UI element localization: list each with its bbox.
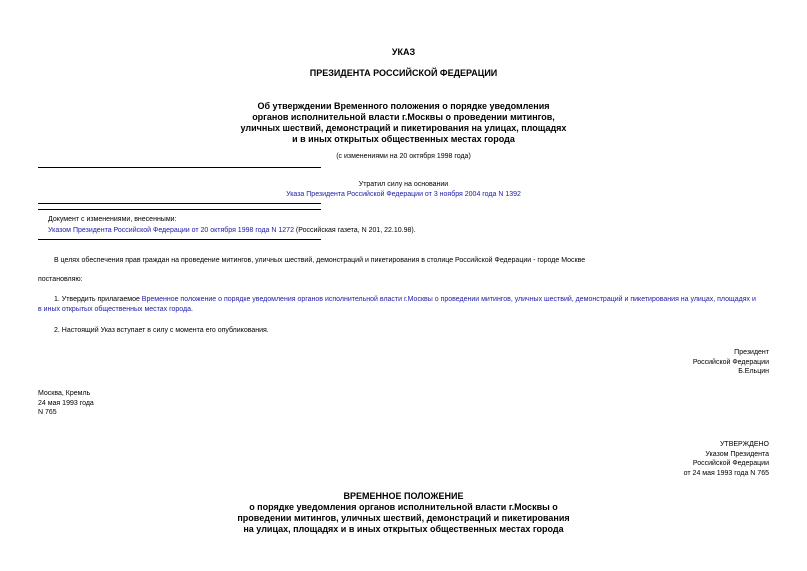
annex-subtitle bbox=[0, 502, 807, 535]
approved-date: от 24 мая 1993 года N 765 bbox=[683, 469, 769, 477]
decree-title-line: уличных шествий, демонстраций и пикетирования на улицах, площадях bbox=[240, 123, 567, 133]
decides-paragraph: постановляю: bbox=[38, 276, 83, 283]
item-1-line bbox=[38, 295, 770, 305]
decree-title-line: Об утверждении Временного положения о порядке уведомления bbox=[257, 101, 550, 111]
divider bbox=[38, 167, 321, 168]
preamble-paragraph: В целях обеспечения прав граждан на проведение митингов, уличных шествий, демонстраций и пикетирования в столице Российской Федерации - городе Москве bbox=[54, 257, 586, 264]
place-date-block bbox=[38, 389, 94, 418]
date: 24 мая 1993 года bbox=[38, 399, 94, 407]
divider bbox=[38, 239, 321, 240]
invalid-notice-label: Утратил силу на основании bbox=[358, 181, 449, 188]
place: Москва, Кремль bbox=[38, 390, 91, 397]
document-type-heading: УКАЗ bbox=[391, 47, 416, 57]
annex-subtitle-line: на улицах, площадях и в иных открытых общественных местах города bbox=[243, 524, 564, 534]
signature-country: Российской Федерации bbox=[692, 358, 769, 366]
decree-title-line: и в иных открытых общественных местах города bbox=[292, 134, 515, 144]
provision-link-continued[interactable]: в иных открытых общественных местах города bbox=[38, 305, 192, 313]
approved-block bbox=[469, 440, 769, 478]
decree-number: N 765 bbox=[38, 409, 57, 416]
decree-title bbox=[0, 101, 807, 145]
amending-decree-link[interactable]: Указом Президента Российской Федерации от 20 октября 1998 года N 1272 bbox=[48, 227, 294, 234]
signature-name: Б.Ельцин bbox=[738, 368, 769, 375]
issuer-heading: ПРЕЗИДЕНТА РОССИЙСКОЙ ФЕДЕРАЦИИ bbox=[309, 68, 498, 78]
item-1-prefix: 1. Утвердить прилагаемое bbox=[54, 296, 142, 303]
annex-title: ВРЕМЕННОЕ ПОЛОЖЕНИЕ bbox=[343, 491, 464, 501]
amendments-label: Документ с изменениями, внесенными: bbox=[48, 216, 177, 223]
approved-country: Российской Федерации bbox=[692, 460, 769, 467]
divider bbox=[38, 209, 321, 210]
item-1-paragraph bbox=[38, 295, 770, 314]
annex-subtitle-line: о порядке уведомления органов исполнительной власти г.Москвы о bbox=[249, 502, 558, 512]
approved-by: Указом Президента bbox=[705, 450, 769, 458]
amendment-note: (с изменениями на 20 октября 1998 года) bbox=[336, 153, 471, 160]
item-1-suffix: . bbox=[191, 305, 193, 313]
amendments-source: (Российская газета, N 201, 22.10.98). bbox=[293, 227, 416, 234]
decree-title-line: органов исполнительной власти г.Москвы о проведении митингов, bbox=[252, 112, 555, 122]
item-2-paragraph: 2. Настоящий Указ вступает в силу с момента его опубликования. bbox=[54, 327, 269, 334]
signature-position: Президент bbox=[734, 349, 769, 356]
annex-subtitle-line: проведении митингов, уличных шествий, демонстраций и пикетирования bbox=[237, 513, 570, 523]
approved-label: УТВЕРЖДЕНО bbox=[719, 441, 769, 448]
provision-link[interactable]: Временное положение о порядке уведомления органов исполнительной власти г.Москвы о проведении митингов, уличных шествий, демонстраций и пикетирования на улицах, площадях и bbox=[141, 296, 756, 303]
item-1-line bbox=[38, 305, 770, 315]
divider bbox=[38, 203, 321, 204]
signature-block bbox=[469, 348, 769, 377]
amendments-line bbox=[48, 226, 416, 235]
repeal-decree-link[interactable]: Указа Президента Российской Федерации от 3 ноября 2004 года N 1392 bbox=[286, 191, 521, 198]
